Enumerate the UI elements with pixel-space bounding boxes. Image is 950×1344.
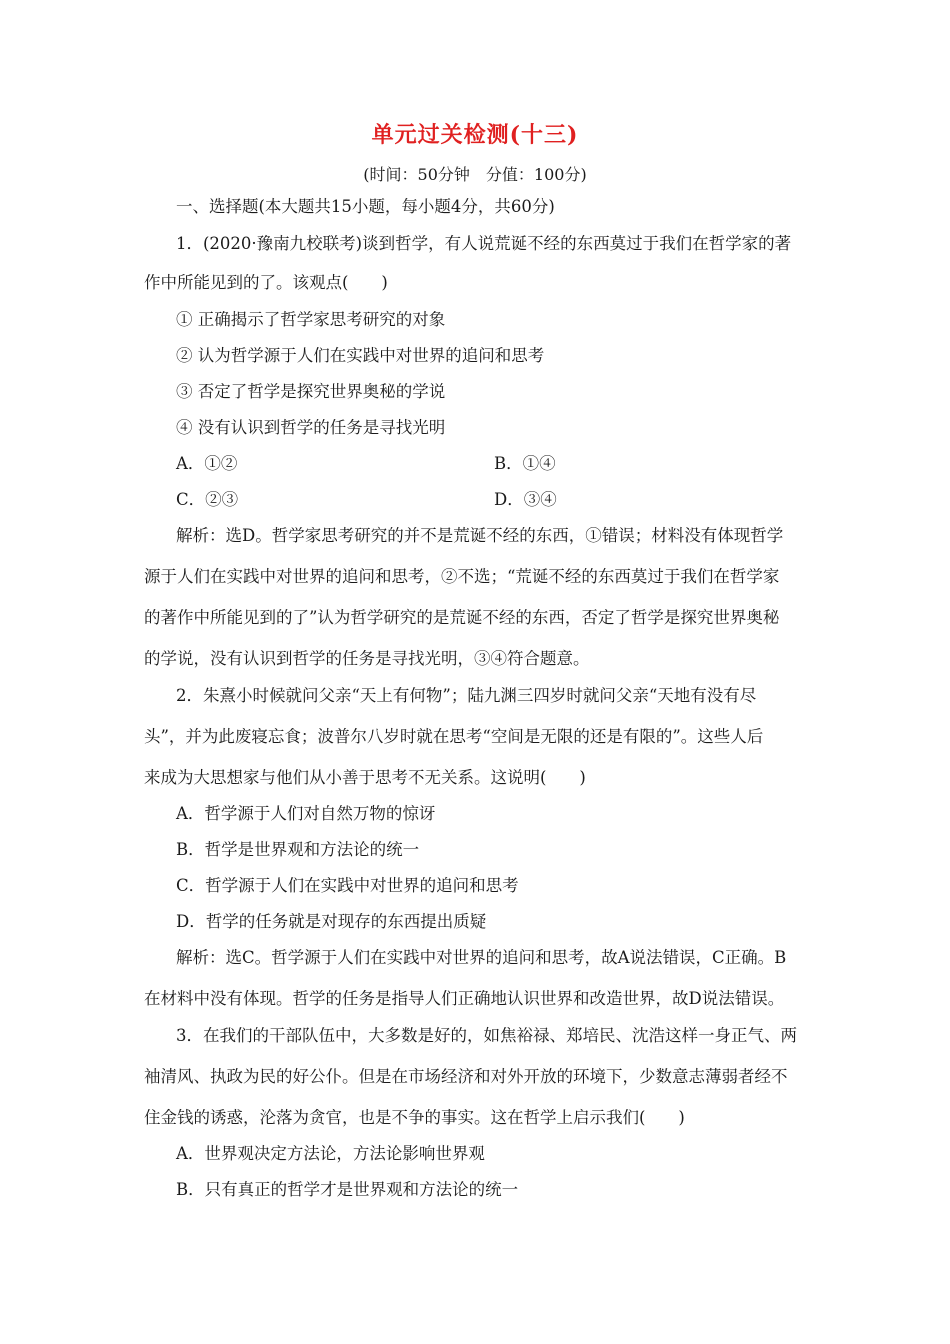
q3-stem-line: 袖清风、执政为民的好公仆。但是在市场经济和对外开放的环境下，少数意志薄弱者经不 — [144, 1067, 788, 1086]
q1-analysis-line: 的学说，没有认识到哲学的任务是寻找光明，③④符合题意。 — [144, 649, 590, 668]
q1-statement-3: ③ 否定了哲学是探究世界奥秘的学说 — [176, 382, 446, 401]
page-title: 单元过关检测(十三) — [371, 122, 579, 148]
q2-option-b: B．哲学是世界观和方法论的统一 — [176, 840, 420, 859]
q2-stem-line: 2．朱熹小时候就问父亲“天上有何物”；陆九渊三四岁时就问父亲“天地有没有尽 — [176, 686, 757, 705]
q1-analysis-line: 的著作中所能见到的了”认为哲学研究的是荒诞不经的东西，否定了哲学是探究世界奥秘 — [144, 608, 780, 627]
q2-option-d: D．哲学的任务就是对现存的东西提出质疑 — [176, 912, 487, 931]
q1-option-c: C．②③ — [176, 490, 239, 509]
q1-analysis-line: 源于人们在实践中对世界的追问和思考，②不选；“荒诞不经的东西莫过于我们在哲学家 — [144, 567, 780, 586]
q2-stem-line: 来成为大思想家与他们从小善于思考不无关系。这说明( ) — [144, 768, 586, 787]
q3-option-b: B．只有真正的哲学才是世界观和方法论的统一 — [176, 1180, 519, 1199]
q1-statement-1: ① 正确揭示了哲学家思考研究的对象 — [176, 310, 446, 329]
q2-analysis-line: 在材料中没有体现。哲学的任务是指导人们正确地认识世界和改造世界，故D说法错误。 — [144, 989, 785, 1008]
section-heading: 一、选择题(本大题共15小题，每小题4分，共60分) — [176, 197, 555, 216]
q3-option-a: A．世界观决定方法论，方法论影响世界观 — [176, 1144, 485, 1163]
q1-option-b: B．①④ — [494, 454, 556, 473]
q3-stem-line: 住金钱的诱惑，沦落为贪官，也是不争的事实。这在哲学上启示我们( ) — [144, 1108, 685, 1127]
q1-statement-2: ② 认为哲学源于人们在实践中对世界的追问和思考 — [176, 346, 545, 365]
q1-option-a: A．①② — [176, 454, 238, 473]
q1-analysis-line: 解析：选D。哲学家思考研究的并不是荒诞不经的东西，①错误；材料没有体现哲学 — [176, 526, 784, 545]
q2-option-a: A．哲学源于人们对自然万物的惊讶 — [176, 804, 436, 823]
q1-option-d: D．③④ — [494, 490, 557, 509]
q3-stem-line: 3．在我们的干部队伍中，大多数是好的，如焦裕禄、郑培民、沈浩这样一身正气、两 — [176, 1026, 797, 1045]
q1-stem-line: 1．(2020·豫南九校联考)谈到哲学，有人说荒诞不经的东西莫过于我们在哲学家的著 — [176, 234, 792, 253]
q2-option-c: C．哲学源于人们在实践中对世界的追问和思考 — [176, 876, 519, 895]
q1-stem-line: 作中所能见到的了。该观点( ) — [144, 273, 388, 292]
q2-stem-line: 头”，并为此废寝忘食；波普尔八岁时就在思考“空间是无限的还是有限的”。这些人后 — [144, 727, 764, 746]
exam-info: (时间：50分钟 分值：100分) — [363, 165, 587, 184]
q1-statement-4: ④ 没有认识到哲学的任务是寻找光明 — [176, 418, 446, 437]
q2-analysis-line: 解析：选C。哲学源于人们在实践中对世界的追问和思考，故A说法错误，C正确。B — [176, 948, 787, 967]
